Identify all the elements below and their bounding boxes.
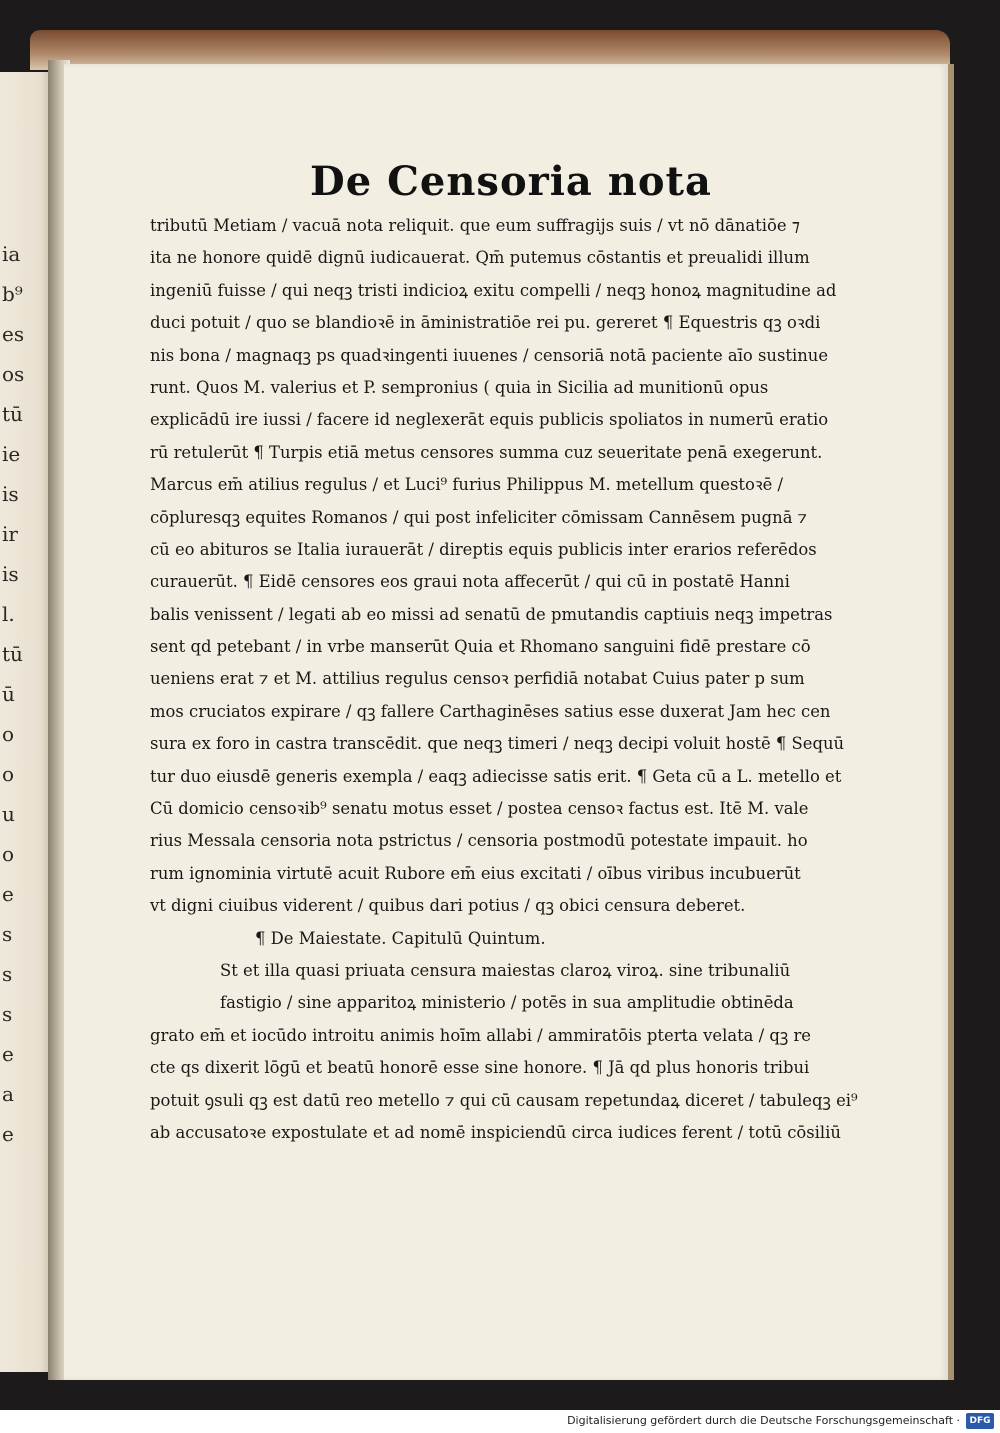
left-page-fragment: e [2, 882, 14, 906]
page-title: De Censoria nota [310, 158, 712, 205]
left-page-fragment: tū [2, 642, 23, 666]
left-page-fragment: tū [2, 402, 23, 426]
left-page-fragment: ū [2, 682, 15, 706]
chapter-text-line: fastigio / sine apparitoꝝ ministerio / potēs in sua amplitudie obtinēda [220, 993, 794, 1013]
dfg-logo-icon: DFG [966, 1413, 994, 1429]
left-page-fragment: o [2, 722, 15, 746]
left-page-fragment: b⁹ [2, 282, 23, 306]
left-page-fragment: u [2, 802, 15, 826]
text-line: Cū domicio censoꝛib⁹ senatu motus esset / postea censoꝛ factus est. Itē M. vale [150, 799, 809, 819]
chapter-text-line: grato em̄ et iocūdo introitu animis hoīm allabi / ammiratōis pterta velata / qꝫ re [150, 1025, 812, 1045]
text-line: rius Messala censoria nota pstrictus / censoria postmodū potestate impauit. ho [150, 831, 808, 851]
left-page-fragment: es [2, 322, 25, 346]
chapter-text-line: cte qs dixerit lōgū et beatū honorē esse sine honore. ¶ Jā qd plus honoris tribui [150, 1058, 810, 1078]
left-page-fragment: o [2, 842, 15, 866]
left-page-fragment: e [2, 1122, 14, 1146]
chapter-text-line: St et illa quasi priuata censura maiestas claroꝝ viroꝝ. sine tribunaliū [220, 960, 791, 980]
text-line: duci potuit / quo se blandioꝛē in āministratiōe rei pu. gereret ¶ Equestris qꝫ oꝛdi [150, 313, 821, 333]
text-line: mos cruciatos expirare / qꝫ fallere Carthaginēses satius esse duxerat Jam hec cen [150, 701, 831, 721]
left-page-fragment: ie [2, 442, 21, 466]
text-line: nis bona / magnaqꝫ ps quadꝛingenti iuuenes / censoriā notā paciente aīo sustinue [150, 345, 829, 365]
left-page [0, 72, 50, 1372]
text-line: tur duo eiusdē generis exempla / eaqꝫ adiecisse satis erit. ¶ Geta cū a L. metello et [150, 766, 842, 786]
left-page-fragment: a [2, 1082, 14, 1106]
text-line: runt. Quos M. valerius et P. sempronius ( quia in Sicilia ad munitionū opus [150, 377, 769, 397]
left-page-fragment: e [2, 1042, 14, 1066]
text-line: curauerūt. ¶ Eidē censores eos graui nota affecerūt / qui cū in postatē Hanni [150, 572, 790, 592]
left-page-fragment: s [2, 1002, 13, 1026]
text-line: cū eo abituros se Italia iurauerāt / direptis equis publicis inter erarios referēdos [150, 539, 817, 559]
chapter-heading: ¶ De Maiestate. Capitulū Quintum. [255, 928, 546, 948]
left-page-fragment: ir [2, 522, 18, 546]
text-line: vt digni ciuibus viderent / quibus dari potius / qꝫ obici censura deberet. [150, 896, 746, 916]
text-line: sura ex foro in castra transcēdit. que neqꝫ timeri / neqꝫ decipi voluit hostē ¶ Sequū [150, 734, 845, 754]
text-line: rum ignominia virtutē acuit Rubore em̄ eius excitati / oībus viribus incubuerūt [150, 863, 801, 883]
footer-credit: Digitalisierung gefördert durch die Deutsche Forschungsgemeinschaft · [567, 1414, 960, 1427]
footer [0, 1410, 1000, 1433]
text-line: balis venissent / legati ab eo missi ad senatū de pmutandis captiuis neqꝫ impetras [150, 604, 833, 624]
text-line: explicādū ire iussi / facere id neglexerāt equis publicis spoliatos in numerū eratio [150, 410, 829, 430]
text-line: tributū Metiam / vacuā nota reliquit. que eum suffragijs suis / vt nō dānatiōe ⁊ [150, 216, 800, 235]
text-line: ingeniū fuisse / qui neqꝫ tristi indicioꝝ exitu compelli / neqꝫ honoꝝ magnitudine ad [150, 280, 837, 300]
left-page-fragment: is [2, 482, 19, 506]
text-line: cōpluresqꝫ equites Romanos / qui post infeliciter cōmissam Cannēsem pugnā ⁊ [150, 507, 808, 527]
left-page-fragment: l. [2, 602, 15, 626]
left-page-fragment: o [2, 762, 15, 786]
left-page-fragment: ia [2, 242, 21, 266]
chapter-text-line: potuit ꝯsuli qꝫ est datū reo metello ⁊ qui cū causam repetundaꝝ diceret / tabuleqꝫ ei⁹ [150, 1090, 858, 1110]
text-block [150, 210, 858, 1149]
text-line: ueniens erat ⁊ et M. attilius regulus censoꝛ perfidiā notabat Cuius pater p sum [150, 669, 805, 689]
text-line: sent qd petebant / in vrbe manserūt Quia et Rhomano sanguini fidē prestare cō [150, 637, 811, 657]
text-line: ita ne honore quidē dignū iudicauerat. Qm̄ putemus cōstantis et preualidi illum [150, 248, 810, 268]
left-page-fragment: s [2, 922, 13, 946]
left-page-fragment: is [2, 562, 19, 586]
chapter-text-line: ab accusatoꝛe expostulate et ad nomē inspiciendū circa iudices ferent / totū cōsiliū [150, 1122, 841, 1142]
text-line: Marcus em̄ atilius regulus / et Luci⁹ furius Philippus M. metellum questoꝛē / [150, 475, 784, 495]
left-page-fragment: s [2, 962, 13, 986]
left-page-fragment: os [2, 362, 25, 386]
text-line: rū retulerūt ¶ Turpis etiā metus censores summa cuz seueritate penā exegerunt. [150, 442, 823, 462]
